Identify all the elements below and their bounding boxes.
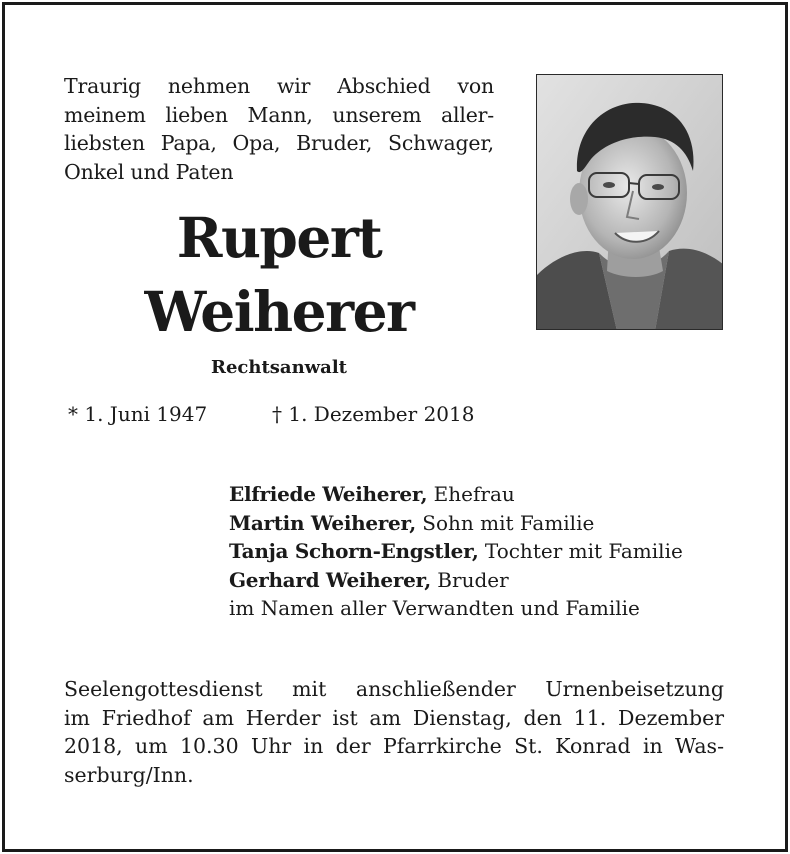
service-line: im Friedhof am Herder ist am Dienstag, den 11. Dezember (64, 705, 724, 730)
deceased-first-name: Rupert (176, 205, 382, 270)
portrait-photo (536, 74, 723, 330)
service-line: Seelengottesdienst mit anschließender Urnenbeisetzung (64, 677, 724, 701)
mourner-relation: Ehefrau (427, 482, 515, 506)
deceased-profession: Rechtsanwalt (211, 357, 347, 378)
deceased-last-name: Weiherer (144, 279, 414, 344)
mourner-entry (229, 509, 683, 538)
intro-line: Traurig nehmen wir Abschied von (64, 74, 494, 98)
intro-line: Onkel und Paten (64, 159, 234, 184)
mourner-entry (229, 537, 683, 566)
mourner-relation: Sohn mit Familie (415, 510, 595, 535)
death-date: † 1. Dezember 2018 (272, 402, 475, 426)
mourner-name: Gerhard Weiherer, (229, 567, 431, 592)
mourners-footer: im Namen aller Verwandten und Familie (229, 596, 640, 621)
mourners-list (229, 480, 683, 623)
portrait-icon (537, 75, 723, 330)
service-text (64, 675, 724, 789)
mourner-relation: Tochter mit Familie (478, 539, 683, 564)
service-line: serburg/Inn. (64, 762, 194, 787)
mourner-name: Elfriede Weiherer, (229, 482, 428, 506)
mourner-entry (229, 566, 683, 595)
intro-line: liebsten Papa, Opa, Bruder, Schwager, (64, 131, 494, 155)
mourner-name: Martin Weiherer, (229, 510, 416, 535)
intro-line: meinem lieben Mann, unserem aller- (64, 102, 494, 127)
service-line: 2018, um 10.30 Uhr in der Pfarrkirche St. Konrad in Was- (64, 734, 724, 758)
mourner-entry (229, 480, 683, 509)
intro-text (64, 72, 494, 186)
mourner-name: Tanja Schorn-Engstler, (229, 539, 479, 564)
mourner-relation: Bruder (430, 567, 509, 592)
birth-date: * 1. Juni 1947 (68, 402, 208, 426)
